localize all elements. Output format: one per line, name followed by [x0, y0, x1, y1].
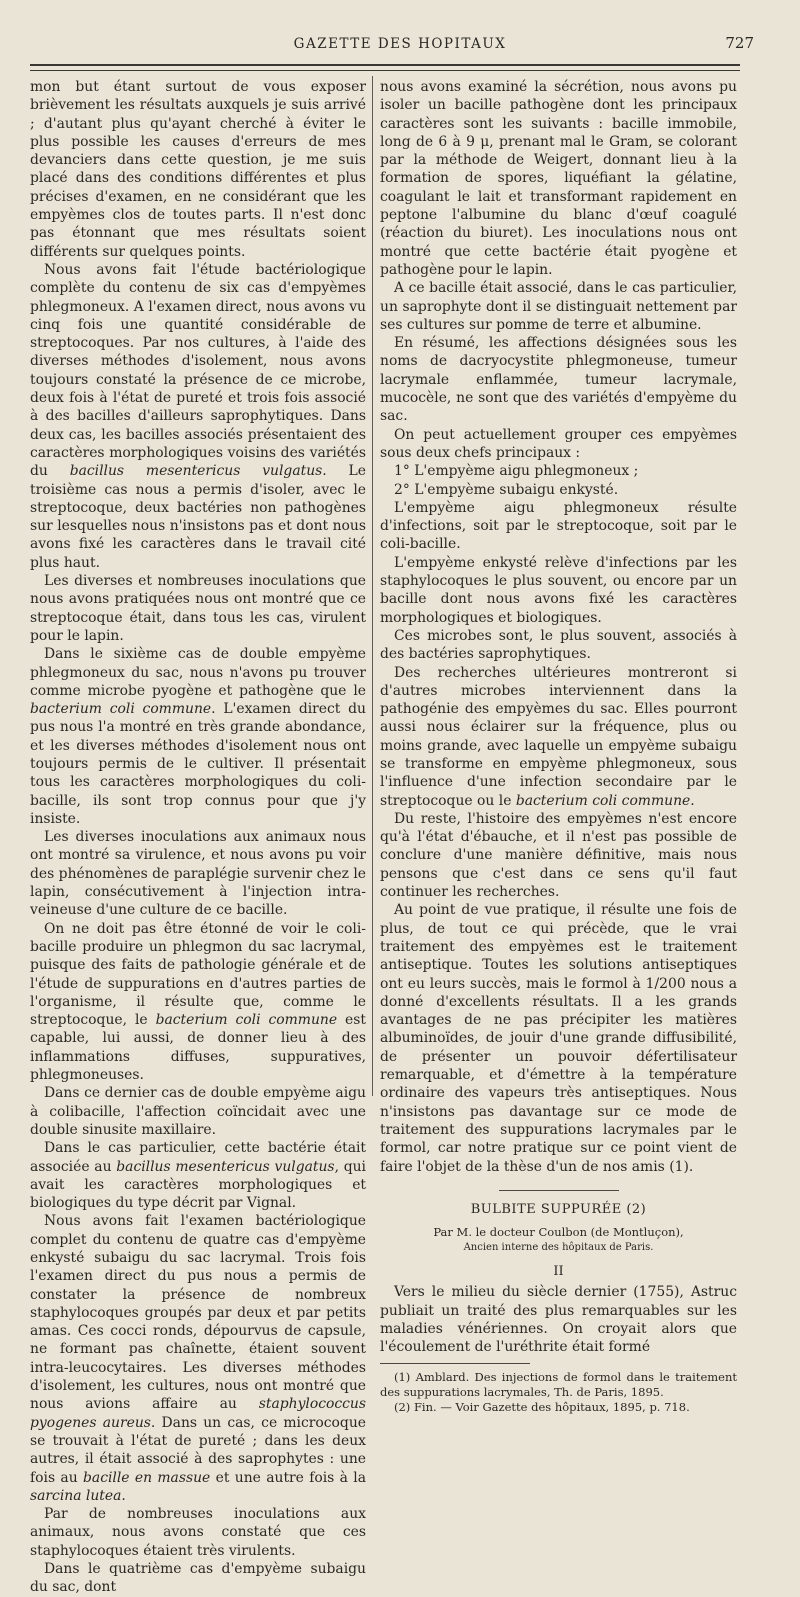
column-separator — [372, 76, 373, 1096]
list-item: 1° L'empyème aigu phlegmoneux ; — [394, 463, 639, 480]
article-heading — [380, 1190, 737, 1282]
paragraph: On peut actuellement grouper ces empyèmes sous deux chefs principaux : — [380, 426, 737, 461]
left-column — [30, 78, 366, 1597]
page-number: 727 — [725, 34, 754, 52]
paragraph: Dans le quatrième cas d'empyème subaigu du sac, dont — [30, 1561, 366, 1596]
paragraph: mon but étant surtout de vous exposer brièvement les résultats auxquels je suis arrivé ; d'autant plus qu'ayant cherché à éviter le plus possible les causes d'erreurs de mes devanciers dans cette question, je me suis placé dans des conditions différentes et plus précises d'examen, en ne considérant que les empyèmes clos de toutes parts. Il n'est donc pas étonnant que mes résultats soient différents sur quelques points. — [30, 79, 366, 260]
section-number: II — [553, 1264, 564, 1280]
paragraph: nous avons examiné la sécrétion, nous avons pu isoler un bacille pathogène dont les principaux caractères sont les suivants : bacille immobile, long de 6 à 9 μ, prenant mal le Gram, se colorant par la méthode de Weigert, donnant lieu à la formation de spores, liquéfiant la gélatine, coagulant le lait et transformant rapidement en peptone l'albumine du blanc d'œuf coagulé (réaction du biuret). Les inoculations nous ont montré que cette bactérie était pyogène et pathogène pour le lapin. — [380, 79, 737, 278]
paragraph: L'empyème enkysté relève d'infections par les staphylocoques le plus souvent, ou encore par un bacille dont nous avons fixé les caractères morphologiques et biologiques. — [380, 554, 737, 626]
journal-title: GAZETTE DES HOPITAUX — [293, 36, 507, 52]
right-column — [380, 78, 737, 1415]
header-rule-thin — [30, 70, 740, 71]
page-header — [0, 30, 800, 60]
paragraph: Par de nombreuses inoculations aux animaux, nous avons constaté que ces staphylocoques étaient très virulents. — [30, 1506, 366, 1559]
paragraph: On ne doit pas être étonné de voir le coli-bacille produire un phlegmon du sac lacrymal, puisque des faits de pathologie générale et de l'étude de suppurations en d'autres parties de l'organisme, il résulte que, comme le streptocoque, le bacterium coli commune est capable, lui aussi, de donner lieu à des inflammations diffuses, suppuratives, phlegmoneuses. — [30, 920, 366, 1084]
paragraph: Les diverses inoculations aux animaux nous ont montré sa virulence, et nous avons pu voir des phénomènes de paraplégie survenir chez le lapin, consécutivement à l'injection intra-veineuse d'une culture de ce bacille. — [30, 829, 366, 919]
separator-rule — [499, 1190, 619, 1191]
paragraph: Dans le sixième cas de double empyème phlegmoneux du sac, nous n'avons pu trouver comme microbe pyogène et pathogène que le bacterium coli commune. L'examen direct du pus nous l'a montré en très grande abondance, et les diverses méthodes d'isolement nous ont toujours permis de le cultiver. Il présentait tous les caractères morphologiques du coli-bacille, ils sont trop connus pour que j'y insiste. — [30, 646, 366, 827]
paragraph: En résumé, les affections désignées sous les noms de dacryocystite phlegmoneuse, tumeur lacrymale enflammée, tumeur lacrymale, mucocèle, ne sont que des variétés d'empyème du sac. — [380, 335, 737, 425]
paragraph: L'empyème aigu phlegmoneux résulte d'infections, soit par le streptocoque, soit par le coli-bacille. — [380, 499, 737, 553]
footnote: (1) Amblard. Des injections de formol dans le traitement des suppurations lacrymales, Th. de Paris, 1895. — [380, 1369, 737, 1399]
paragraph: Dans le cas particulier, cette bactérie était associée au bacillus mesentericus vulgatus, qui avait les caractères morphologiques et biologiques du type décrit par Vignal. — [30, 1140, 366, 1212]
paragraph: Ces microbes sont, le plus souvent, associés à des bactéries saprophytiques. — [380, 627, 737, 663]
paragraph: Au point de vue pratique, il résulte une fois de plus, de tout ce qui précède, que le vrai traitement des empyèmes est le traitement antiseptique. Toutes les solutions antiseptiques ont eu leurs succès, mais le formol à 1/200 nous a donné d'excellents résultats. Il a les grands avantages de ne pas précipiter les matières albuminoïdes, de jouir d'une grande diffusibilité, de présenter un pouvoir défertilisateur remarquable, et d'émettre à la température ordinaire des vapeurs très antiseptiques. Nous n'insistons pas davantage sur ce mode de traitement des suppurations lacrymales par le formol, car notre pratique sur ce point vient de faire l'objet de la thèse d'un de nos amis (1). — [380, 902, 737, 1175]
header-rule — [30, 64, 740, 66]
paragraph: A ce bacille était associé, dans le cas particulier, un saprophyte dont il se distinguait nettement par ses cultures sur pomme de terre et albumine. — [380, 280, 737, 333]
article-affiliation: Ancien interne des hôpitaux de Paris. — [463, 1242, 654, 1254]
footnote-rule — [380, 1363, 530, 1364]
list-item: 2° L'empyème subaigu enkysté. — [394, 481, 619, 498]
paragraph: Des recherches ultérieures montreront si d'autres microbes interviennent dans la pathogénie des empyèmes du sac. Elles pourront aussi nous éclairer sur la fréquence, plus ou moins grande, avec laquelle un empyème subaigu se transforme en empyème phlegmoneux, sous l'influence d'une infection secondaire par le streptocoque ou le bacterium coli commune. — [380, 664, 737, 809]
paragraph: Du reste, l'histoire des empyèmes n'est encore qu'à l'état d'ébauche, et il n'est pas possible de conclure d'une manière définitive, mais nous pensons que c'est dans ce sens qu'il faut continuer les recherches. — [380, 810, 737, 901]
paragraph: Nous avons fait l'étude bactériologique complète du contenu de six cas d'empyèmes phlegmoneux. A l'examen direct, nous avons vu cinq fois une quantité considérable de streptocoques. Par nos cultures, à l'aide des diverses méthodes d'isolement, nous avons toujours constaté la présence de ce microbe, deux fois à l'état de pureté et trois fois associé à des bacilles d'ailleurs saprophytiques. Dans deux cas, les bacilles associés présentaient des caractères morphologiques voisins des variétés du bacillus mesentericus vulgatus. Le troisième cas nous a permis d'isoler, avec le streptocoque, deux bactéries non pathogènes sur lesquelles nous n'insistons pas et dont nous avons fixé les caractères dans le travail cité plus haut. — [30, 261, 366, 571]
paragraph: Dans ce dernier cas de double empyème aigu à colibacille, l'affection coïncidait avec une double sinusite maxillaire. — [30, 1085, 366, 1138]
paragraph: Vers le milieu du siècle dernier (1755), Astruc publiait un traité des plus remarquables sur les maladies vénériennes. On croyait alors que l'écoulement de l'uréthrite était formé — [380, 1284, 737, 1356]
paragraph: Nous avons fait l'examen bactériologique complet du contenu de quatre cas d'empyème enkysté subaigu du sac lacrymal. Trois fois l'examen direct du pus nous a permis de constater la présence de nombreux staphylocoques groupés par deux et par petits amas. Ces cocci ronds, dépourvus de capsule, ne formant pas chaînette, étaient souvent intra-leucocytaires. Les diverses méthodes d'isolement, les cultures, nous ont montré que nous avions affaire au staphylococcus pyogenes aureus. Dans un cas, ce microcoque se trouvait à l'état de pureté ; dans les deux autres, il était associé à des saprophytes : une fois au bacille en massue et une autre fois à la sarcina lutea. — [30, 1213, 367, 1504]
paragraph: Les diverses et nombreuses inoculations que nous avons pratiquées nous ont montré que ce streptocoque était, dans tous les cas, virulent pour le lapin. — [30, 573, 366, 644]
footnote: (2) Fin. — Voir Gazette des hôpitaux, 1895, p. 718. — [394, 1399, 690, 1414]
article-title: BULBITE SUPPURÉE (2) — [470, 1201, 647, 1217]
article-byline: Par M. le docteur Coulbon (de Montluçon), — [433, 1225, 684, 1240]
